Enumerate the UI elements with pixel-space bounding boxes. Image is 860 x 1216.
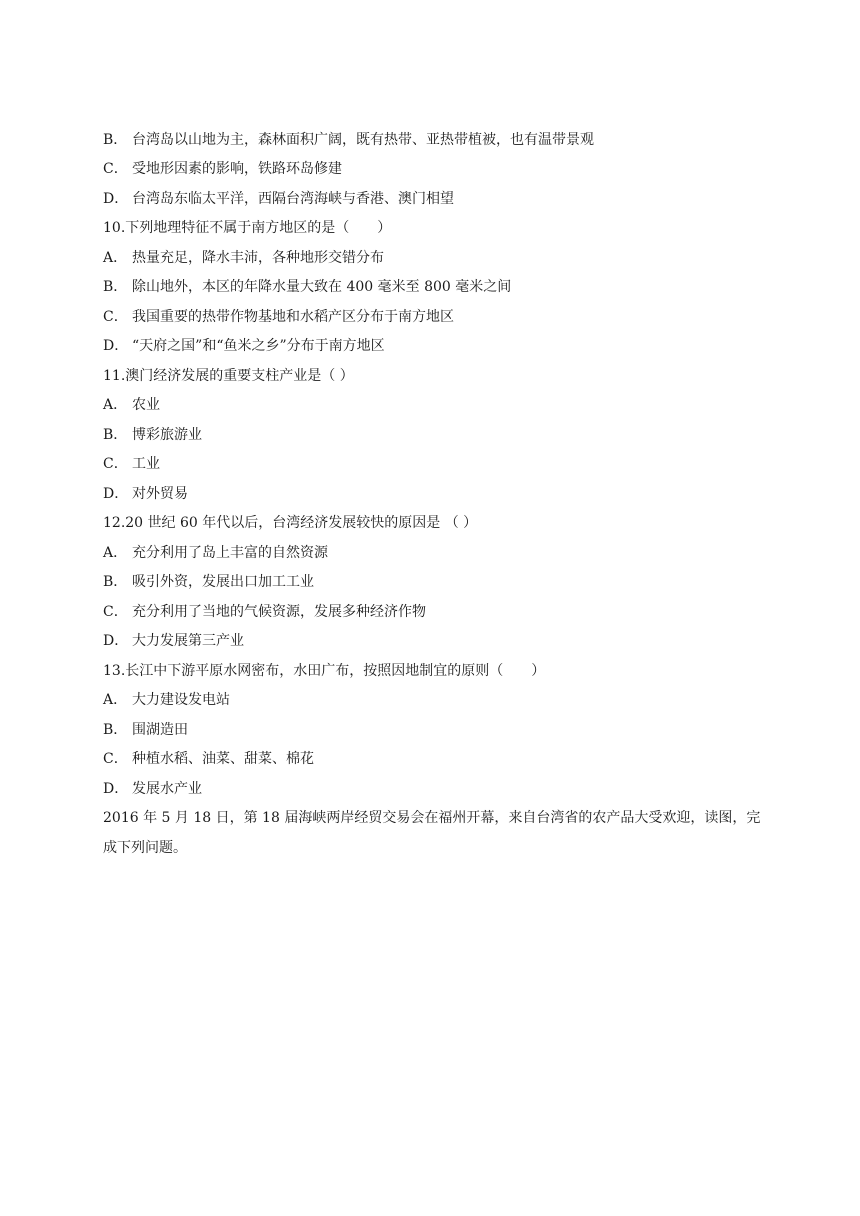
option-10b xyxy=(103,277,763,297)
option-11a xyxy=(103,395,763,415)
question-text: 10.下列地理特征不属于南方地区的是（ ） xyxy=(103,220,392,236)
question-text: 13.长江中下游平原水网密布，水田广布，按照因地制宜的原则（ ） xyxy=(103,663,546,679)
option-text: 受地形因素的影响，铁路环岛修建 xyxy=(132,161,342,177)
question-12 xyxy=(103,513,763,533)
option-letter: C． xyxy=(103,456,128,472)
question-11 xyxy=(103,366,763,386)
question-10 xyxy=(103,218,763,238)
question-text: 11.澳门经济发展的重要支柱产业是（ ） xyxy=(103,368,354,384)
option-10d xyxy=(103,336,763,356)
reading-passage: 2016 年 5 月 18 日，第 18 届海峡两岸经贸交易会在福州开幕，来自台湾省的农产品大受欢迎，读图，完成下列问题。 xyxy=(103,810,761,856)
question-text: 12.20 世纪 60 年代以后，台湾经济发展较快的原因是 （ ） xyxy=(103,515,478,531)
option-letter: B． xyxy=(103,722,128,738)
option-10a xyxy=(103,248,763,268)
option-12a xyxy=(103,543,763,563)
option-12d xyxy=(103,631,763,651)
option-13b xyxy=(103,720,763,740)
option-letter: C． xyxy=(103,161,128,177)
option-11d xyxy=(103,484,763,504)
option-text: 对外贸易 xyxy=(132,486,188,502)
option-text: 大力发展第三产业 xyxy=(132,633,244,649)
option-letter: B． xyxy=(103,279,128,295)
option-13d xyxy=(103,779,763,799)
option-text: 发展水产业 xyxy=(132,781,202,797)
option-letter: D． xyxy=(103,191,129,207)
option-text: 围湖造田 xyxy=(132,722,188,738)
option-letter: D． xyxy=(103,633,129,649)
option-text: 充分利用了岛上丰富的自然资源 xyxy=(132,545,328,561)
option-letter: A． xyxy=(103,250,128,266)
option-text: 我国重要的热带作物基地和水稻产区分布于南方地区 xyxy=(132,309,454,325)
option-text: 吸引外资，发展出口加工工业 xyxy=(132,574,314,590)
option-11c xyxy=(103,454,763,474)
option-12b xyxy=(103,572,763,592)
option-letter: C． xyxy=(103,309,128,325)
option-letter: D． xyxy=(103,486,129,502)
option-letter: B． xyxy=(103,132,128,148)
option-text: 博彩旅游业 xyxy=(132,427,202,443)
option-11b xyxy=(103,425,763,445)
option-text: 台湾岛以山地为主，森林面积广阔，既有热带、亚热带植被，也有温带景观 xyxy=(132,132,594,148)
option-text: 种植水稻、油菜、甜菜、棉花 xyxy=(132,751,314,767)
option-letter: D． xyxy=(103,338,129,354)
option-letter: D． xyxy=(103,781,129,797)
option-9b xyxy=(103,130,763,150)
option-9d xyxy=(103,189,763,209)
option-13a xyxy=(103,690,763,710)
option-12c xyxy=(103,602,763,622)
option-letter: A． xyxy=(103,545,128,561)
option-text: 充分利用了当地的气候资源，发展多种经济作物 xyxy=(132,604,426,620)
option-text: 热量充足，降水丰沛，各种地形交错分布 xyxy=(132,250,384,266)
option-13c xyxy=(103,749,763,769)
option-9c xyxy=(103,159,763,179)
option-letter: C． xyxy=(103,751,128,767)
option-text: 工业 xyxy=(132,456,160,472)
option-letter: A． xyxy=(103,397,128,413)
option-text: 除山地外，本区的年降水量大致在 400 毫米至 800 毫米之间 xyxy=(132,279,512,295)
option-text: 大力建设发电站 xyxy=(132,692,230,708)
option-letter: B． xyxy=(103,574,128,590)
question-13 xyxy=(103,661,763,681)
option-text: 台湾岛东临太平洋，西隔台湾海峡与香港、澳门相望 xyxy=(132,191,454,207)
option-letter: A． xyxy=(103,692,128,708)
option-letter: C． xyxy=(103,604,128,620)
option-text: “天府之国”和“鱼米之乡”分布于南方地区 xyxy=(132,338,385,354)
option-10c xyxy=(103,307,763,327)
option-text: 农业 xyxy=(132,397,160,413)
option-letter: B． xyxy=(103,427,128,443)
